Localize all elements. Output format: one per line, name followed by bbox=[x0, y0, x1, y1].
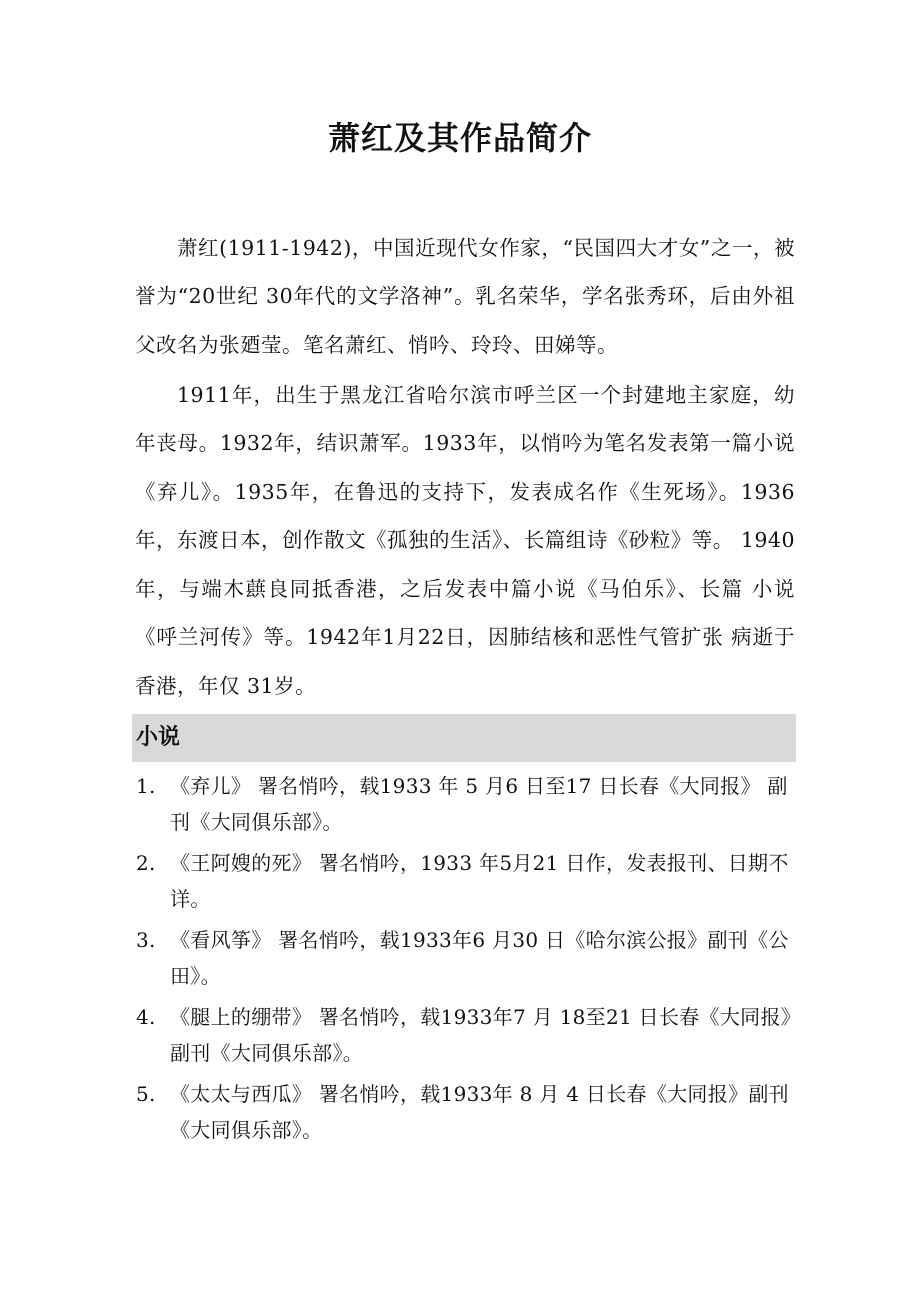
intro-paragraph: 萧红(1911-1942)，中国近现代女作家，“民国四大才女”之一，被誉为“20世纪 30年代的文学洛神”。乳名荣华，学名张秀环，后由外祖父改名为张廼莹。笔名萧红、悄吟、玲玲、田娣等。 bbox=[135, 235, 795, 357]
list-item-text: 《太太与西瓜》 署名悄吟，载1933年 8 月 4 日长春《大同报》副刊《大同俱乐部》。 bbox=[170, 1082, 789, 1142]
list-item-text: 《弃儿》 署名悄吟，载1933 年 5 月6 日至17 日长春《大同报》 副刊《大同俱乐部》。 bbox=[170, 774, 788, 834]
list-item-text: 《王阿嫂的死》 署名悄吟，1933 年5月21 日作，发表报刊、日期不详。 bbox=[170, 851, 789, 911]
list-item bbox=[132, 845, 796, 917]
list-item-number: 2. bbox=[136, 851, 156, 875]
list-item bbox=[132, 1076, 796, 1148]
list-item-number: 1. bbox=[136, 774, 156, 798]
list-item bbox=[132, 999, 796, 1071]
section-heading-bar bbox=[132, 714, 796, 762]
list-item-text: 《腿上的绷带》 署名悄吟，载1933年7 月 18至21 日长春《大同报》副刊《大同俱乐部》。 bbox=[170, 1005, 792, 1065]
biography-paragraph: 1911年，出生于黑龙江省哈尔滨市呼兰区一个封建地主家庭，幼年丧母。1932年，结识萧军。1933年，以悄吟为笔名发表第一篇小说《弃儿》。1935年，在鲁迅的支持下，发表成名作《生死场》。1936年，东渡日本，创作散文《孤独的生活》、长篇组诗《砂粒》等。 1940年，与端木蕻良同抵香港，之后发表中篇小说《马伯乐》、长篇 小说《呼兰河传》等。1942年1月22日，因肺结核和恶性气管扩张 病逝于香港，年仅 31岁。 bbox=[135, 382, 795, 698]
list-item-number: 3. bbox=[136, 928, 156, 952]
list-item-text: 《看风筝》 署名悄吟，载1933年6 月30 日《哈尔滨公报》副刊《公田》。 bbox=[170, 928, 789, 988]
list-item-number: 5. bbox=[136, 1082, 156, 1106]
list-item-number: 4. bbox=[136, 1005, 156, 1029]
page-title: 萧红及其作品简介 bbox=[327, 119, 592, 157]
list-item bbox=[132, 922, 796, 994]
list-item bbox=[132, 768, 796, 840]
works-list bbox=[132, 768, 796, 1153]
section-heading: 小说 bbox=[136, 725, 181, 750]
